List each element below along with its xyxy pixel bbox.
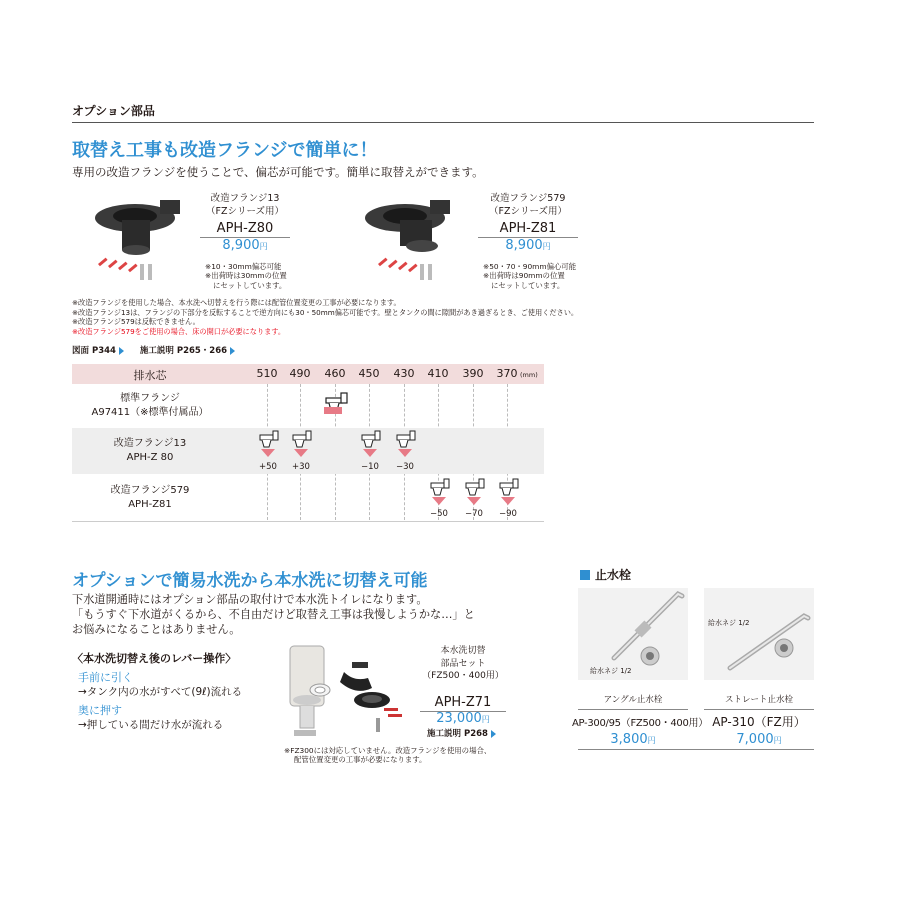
lever-title: 〈本水洗切替え後のレバー操作〉 xyxy=(72,652,237,665)
flange-note-3: ※改造フランジ579は反転できません。 xyxy=(72,317,200,327)
product2-note3: にセットしています。 xyxy=(491,280,565,290)
section-label: オプション部品 xyxy=(72,104,155,118)
set-ref-link[interactable]: 施工説明 P268 xyxy=(427,729,488,739)
intro-conversion xyxy=(72,592,475,637)
intro-conversion-line3: お悩みになることはありません。 xyxy=(72,623,241,636)
ref-instructions[interactable]: 施工説明 P265・266 xyxy=(139,346,228,356)
row1-toilet-460-icon xyxy=(323,392,349,414)
set-name-line1: 本水洗切替 xyxy=(440,646,486,656)
set-notes xyxy=(284,746,491,765)
stopcock-straight-rule xyxy=(704,709,814,710)
product2-price xyxy=(478,238,578,253)
stopcock-title xyxy=(580,566,631,583)
lever-pull-desc: →タンク内の水がすべて(9ℓ)流れる xyxy=(78,686,243,698)
flange-13-photo xyxy=(80,190,195,295)
set-ref-arrow-icon xyxy=(491,730,496,738)
row3-toilet-410-icon xyxy=(431,479,449,505)
product2-model: APH-Z81 xyxy=(499,221,557,236)
table-header-label: 排水芯 xyxy=(133,369,167,382)
stopcock-bottom-rule xyxy=(578,749,814,750)
row3-toilet-370-icon xyxy=(500,479,518,505)
lever-push-title: 奥に押す xyxy=(78,704,122,717)
product1-note3: にセットしています。 xyxy=(213,280,287,290)
stopcock-straight-label: ストレート止水栓 xyxy=(724,695,793,705)
section-divider xyxy=(72,122,814,123)
table-unit: (mm) xyxy=(520,371,538,379)
row3-label-line2: APH-Z81 xyxy=(128,499,172,510)
set-ref xyxy=(427,727,496,739)
product2-note2: ※出荷時は90mmの位置 xyxy=(483,271,565,281)
lever-pull-title: 手前に引く xyxy=(78,671,133,684)
set-price xyxy=(420,711,506,726)
row2-toilet-icons xyxy=(256,430,426,460)
product2-note1: ※50・70・90mm偏心可能 xyxy=(483,262,577,271)
row1-label-line1: 標準フランジ xyxy=(120,393,180,404)
intro-conversion-line2: 「もうすぐ下水道がくるから、不自由だけど取替え工事は我慢しようかな…」と xyxy=(72,608,475,621)
ref-drawing[interactable]: 図面 P344 xyxy=(72,346,116,356)
table-col-510: 510 xyxy=(256,367,278,380)
set-name xyxy=(420,645,506,683)
set-note1: ※FZ300には対応していません。改造フランジを使用の場合、 xyxy=(284,746,492,755)
table-col-370: 370 xyxy=(496,367,518,380)
table-col-460: 460 xyxy=(324,367,346,380)
product1-yen: 円 xyxy=(259,242,268,251)
product2-name xyxy=(478,192,578,218)
table-bottom-rule xyxy=(72,521,544,522)
stopcock-straight-model: AP-310（FZ用） xyxy=(712,715,806,729)
set-name-line2: 部品セット xyxy=(440,658,486,669)
product1-model: APH-Z80 xyxy=(216,221,274,236)
flange-note-2: ※改造フランジ13は、フランジの下部分を反転することで逆方向にも30・50mm偏芯可能です。壁とタンクの間に隙間があき過ぎるとき、ご使用ください。 xyxy=(72,307,579,317)
set-model: APH-Z71 xyxy=(434,695,492,710)
product2-yen: 円 xyxy=(542,242,551,251)
conversion-kit-photo xyxy=(284,642,414,742)
product1-name-line2: （FZシリーズ用） xyxy=(206,206,284,217)
flange-note-red: ※改造フランジ579をご使用の場合、床の開口が必要になります。 xyxy=(72,326,286,336)
product2-name-line2: （FZシリーズ用） xyxy=(489,206,567,217)
product1-name xyxy=(200,192,290,218)
product2-price-value: 8,900 xyxy=(505,238,543,253)
row2-toilet-490-icon xyxy=(293,431,311,457)
refs xyxy=(72,344,235,356)
intro-flange: 専用の改造フランジを使うことで、偏芯が可能です。簡単に取替えができます。 xyxy=(72,165,484,179)
row2-label-line1: 改造フランジ13 xyxy=(113,438,187,449)
intro-conversion-line1: 下水道開通時にはオプション部品の取付けで本水洗トイレになります。 xyxy=(72,593,428,606)
product1-note2: ※出荷時は30mmの位置 xyxy=(205,271,287,281)
lever-push-desc: →押している間だけ水が流れる xyxy=(78,719,224,731)
row2-offset-450: −10 xyxy=(361,462,379,472)
row2-label-line2: APH-Z 80 xyxy=(126,452,174,463)
row2-offset-510: +50 xyxy=(259,462,277,472)
product2-name-line1: 改造フランジ579 xyxy=(490,193,566,204)
stopcock-straight-callout: 給水ネジ 1/2 xyxy=(708,619,750,627)
row2-toilet-430-icon xyxy=(397,431,415,457)
stopcock-square-icon xyxy=(580,570,590,580)
offset-table xyxy=(72,364,544,522)
stopcock-straight-price-value: 7,000 xyxy=(736,732,774,747)
flange-note-1: ※改造フランジを使用した場合、本水洗へ切替えを行う際には配管位置変更の工事が必要になります。 xyxy=(72,298,401,307)
stopcock-angle-model: AP-300/95（FZ500・400用） xyxy=(572,718,708,729)
product1-notes xyxy=(205,262,287,290)
stopcock-straight-photo xyxy=(704,588,814,680)
table-col-450: 450 xyxy=(358,367,380,380)
table-col-490: 490 xyxy=(289,367,311,380)
stopcock-title-text: 止水栓 xyxy=(595,568,632,582)
headline-flange: 取替え工事も改造フランジで簡単に！ xyxy=(72,140,378,161)
product1-price xyxy=(200,238,290,253)
flange-579-photo xyxy=(350,190,465,295)
stopcock-straight-yen: 円 xyxy=(773,736,782,745)
row2-toilet-510-icon xyxy=(260,431,278,457)
stopcock-angle-callout: 給水ネジ 1/2 xyxy=(590,667,632,675)
row2-offset-490: +30 xyxy=(292,462,310,472)
row2-offset-430: −30 xyxy=(396,462,414,472)
table-col-390: 390 xyxy=(462,367,484,380)
row2-toilet-450-icon xyxy=(362,431,380,457)
row2-label xyxy=(72,437,228,465)
product1-note1: ※10・30mm偏芯可能 xyxy=(205,262,282,271)
row3-offset-370: −90 xyxy=(499,509,517,519)
ref-instructions-arrow-icon xyxy=(230,347,235,355)
product2-notes xyxy=(483,262,576,290)
row3-offset-390: −70 xyxy=(465,509,483,519)
product1-price-value: 8,900 xyxy=(222,238,260,253)
set-yen: 円 xyxy=(481,715,490,724)
flange-notes xyxy=(72,298,578,336)
set-note2: 配管位置変更の工事が必要になります。 xyxy=(294,755,427,765)
stopcock-angle-price-value: 3,800 xyxy=(610,732,648,747)
ref-drawing-arrow-icon xyxy=(119,347,124,355)
stopcock-angle-yen: 円 xyxy=(647,736,656,745)
row3-toilet-390-icon xyxy=(466,479,484,505)
set-name-line3: （FZ500・400用） xyxy=(422,671,504,681)
stopcock-angle-price xyxy=(578,732,688,747)
row3-toilet-icons xyxy=(427,478,527,508)
row3-offset-410: −50 xyxy=(430,509,448,519)
row3-label xyxy=(72,484,228,512)
headline-conversion: オプションで簡易水洗から本水洗に切替え可能 xyxy=(72,571,428,591)
table-col-430: 430 xyxy=(393,367,415,380)
product1-name-line1: 改造フランジ13 xyxy=(210,193,280,204)
set-price-value: 23,000 xyxy=(436,711,482,726)
stopcock-straight-price xyxy=(704,732,814,747)
row3-label-line1: 改造フランジ579 xyxy=(110,485,190,496)
row1-label-line2: A97411（※標準付属品） xyxy=(91,407,209,418)
row1-label xyxy=(72,392,228,420)
stopcock-angle-rule xyxy=(578,709,688,710)
stopcock-angle-label: アングル止水栓 xyxy=(603,695,663,705)
table-col-410: 410 xyxy=(427,367,449,380)
